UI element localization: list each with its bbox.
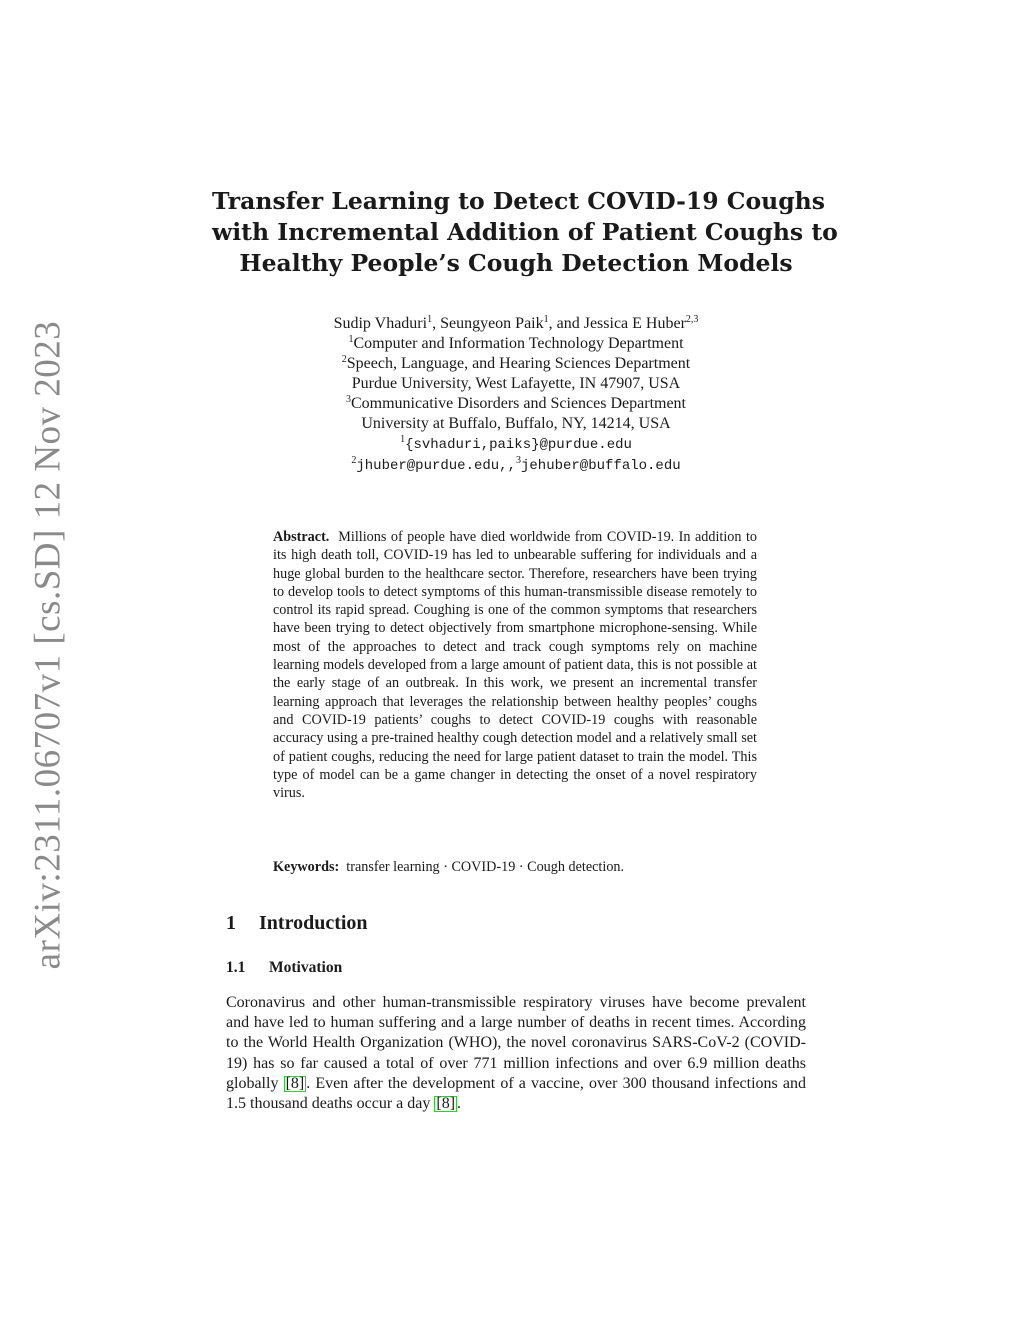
email-address[interactable]: jehuber@buffalo.edu: [521, 458, 681, 474]
section-title: Introduction: [259, 912, 368, 934]
author-affiliation-mark: 1: [427, 314, 433, 325]
author-name: Sudip Vhaduri: [333, 315, 428, 332]
email-line-1: [212, 434, 820, 455]
arxiv-id-text[interactable]: arXiv:2311.06707v1 [cs.SD] 12 Nov 2023: [27, 320, 69, 970]
title-line-2: with Incremental Addition of Patient Coughs to: [212, 218, 838, 246]
author-block: [212, 314, 820, 476]
keywords: [273, 858, 757, 876]
affiliation-mark: 3: [345, 394, 351, 405]
email-mark: 2: [351, 455, 357, 466]
subsection-heading: [226, 958, 342, 978]
author-name: Seungyeon Paik: [440, 315, 544, 332]
author-list: Sudip Vhaduri$^1$, Seungyeon Paik$^1$, and Jessica E Huber$^{2,3}$: [333, 314, 699, 332]
affiliation-mark: 1: [348, 334, 354, 345]
affiliation-text: Speech, Language, and Hearing Sciences Department: [346, 355, 691, 372]
author-affiliation-mark: 1: [543, 314, 549, 325]
email-mark: 1: [400, 434, 406, 445]
section-heading: [226, 911, 368, 935]
paragraph-text: .: [457, 1095, 462, 1113]
affiliation-text: Computer and Information Technology Department: [353, 335, 684, 352]
affiliation-1: [212, 334, 820, 354]
title-line-3: Healthy People’s Cough Detection Models: [239, 249, 793, 277]
abstract: [273, 528, 757, 802]
affiliation-2-address: Purdue University, West Lafayette, IN 47907, USA: [351, 375, 681, 392]
section-number: 1: [226, 912, 236, 934]
paragraph-text: Coronavirus and other human-transmissible respiratory viruses have become prevalent and have led to human suffering and a large number of deaths in recent times. According to the World Health Organization (WHO), the novel coronavirus SARS-CoV-2 (COVID-19) has so far caused a total of over 771 million infections and over 6.9 million deaths globally: [226, 994, 806, 1092]
affiliation-3: [212, 394, 820, 414]
abstract-text: Millions of people have died worldwide from COVID-19. In addition to its high death toll, COVID-19 has led to unbearable suffering for individuals and a huge global burden to the healthcare sector. Therefore, researchers have been trying to develop tools to detect symptoms of this human-transmissible disease remotely to control its rapid spread. Coughing is one of the common symptoms that researchers have been trying to detect objectively from smartphone microphone-sensing. While most of the approaches to detect and track cough symptoms rely on machine learning models developed from a large amount of patient data, this is not possible at the early stage of an outbreak. In this work, we present an incremental transfer learning approach that leverages the relationship between healthy peoples’ coughs and COVID-19 patients’ coughs to detect COVID-19 coughs with reasonable accuracy using a pre-trained healthy cough detection model and a relatively small set of patient coughs, reducing the need for large patient dataset to train the model. This type of model can be a game changer in detecting the onset of a novel respiratory virus.: [273, 529, 757, 802]
email-address[interactable]: {svhaduri,paiks}@purdue.edu: [405, 437, 632, 453]
affiliation-text: Communicative Disorders and Sciences Department: [350, 395, 686, 412]
affiliation-2: [212, 354, 820, 374]
email-mark: 3: [516, 455, 521, 466]
email-line-2: [212, 455, 820, 476]
keywords-text: transfer learning · COVID-19 · Cough detection.: [346, 859, 625, 875]
email-address[interactable]: jhuber@purdue.edu,,: [356, 458, 516, 474]
subsection-title: Motivation: [269, 959, 343, 976]
affiliation-3-address: University at Buffalo, Buffalo, NY, 14214, USA: [361, 415, 671, 432]
author-name: and Jessica E Huber: [556, 315, 686, 332]
subsection-number: 1.1: [226, 959, 246, 976]
paragraph-text: . Even after the development of a vaccine, over 300 thousand infections and 1.5 thousand deaths occur a day: [226, 1074, 807, 1113]
citation-link[interactable]: [8]: [285, 1074, 305, 1092]
affiliation-mark: 2: [341, 354, 347, 365]
author-affiliation-mark: 2,3: [685, 314, 699, 325]
abstract-label: Abstract.: [273, 529, 330, 545]
title-line-1: Transfer Learning to Detect COVID-19 Coughs: [212, 187, 825, 215]
paper-title: [212, 186, 838, 279]
body-paragraph: [226, 993, 806, 1114]
keywords-label: Keywords:: [273, 859, 340, 875]
citation-link[interactable]: [8]: [436, 1095, 456, 1113]
